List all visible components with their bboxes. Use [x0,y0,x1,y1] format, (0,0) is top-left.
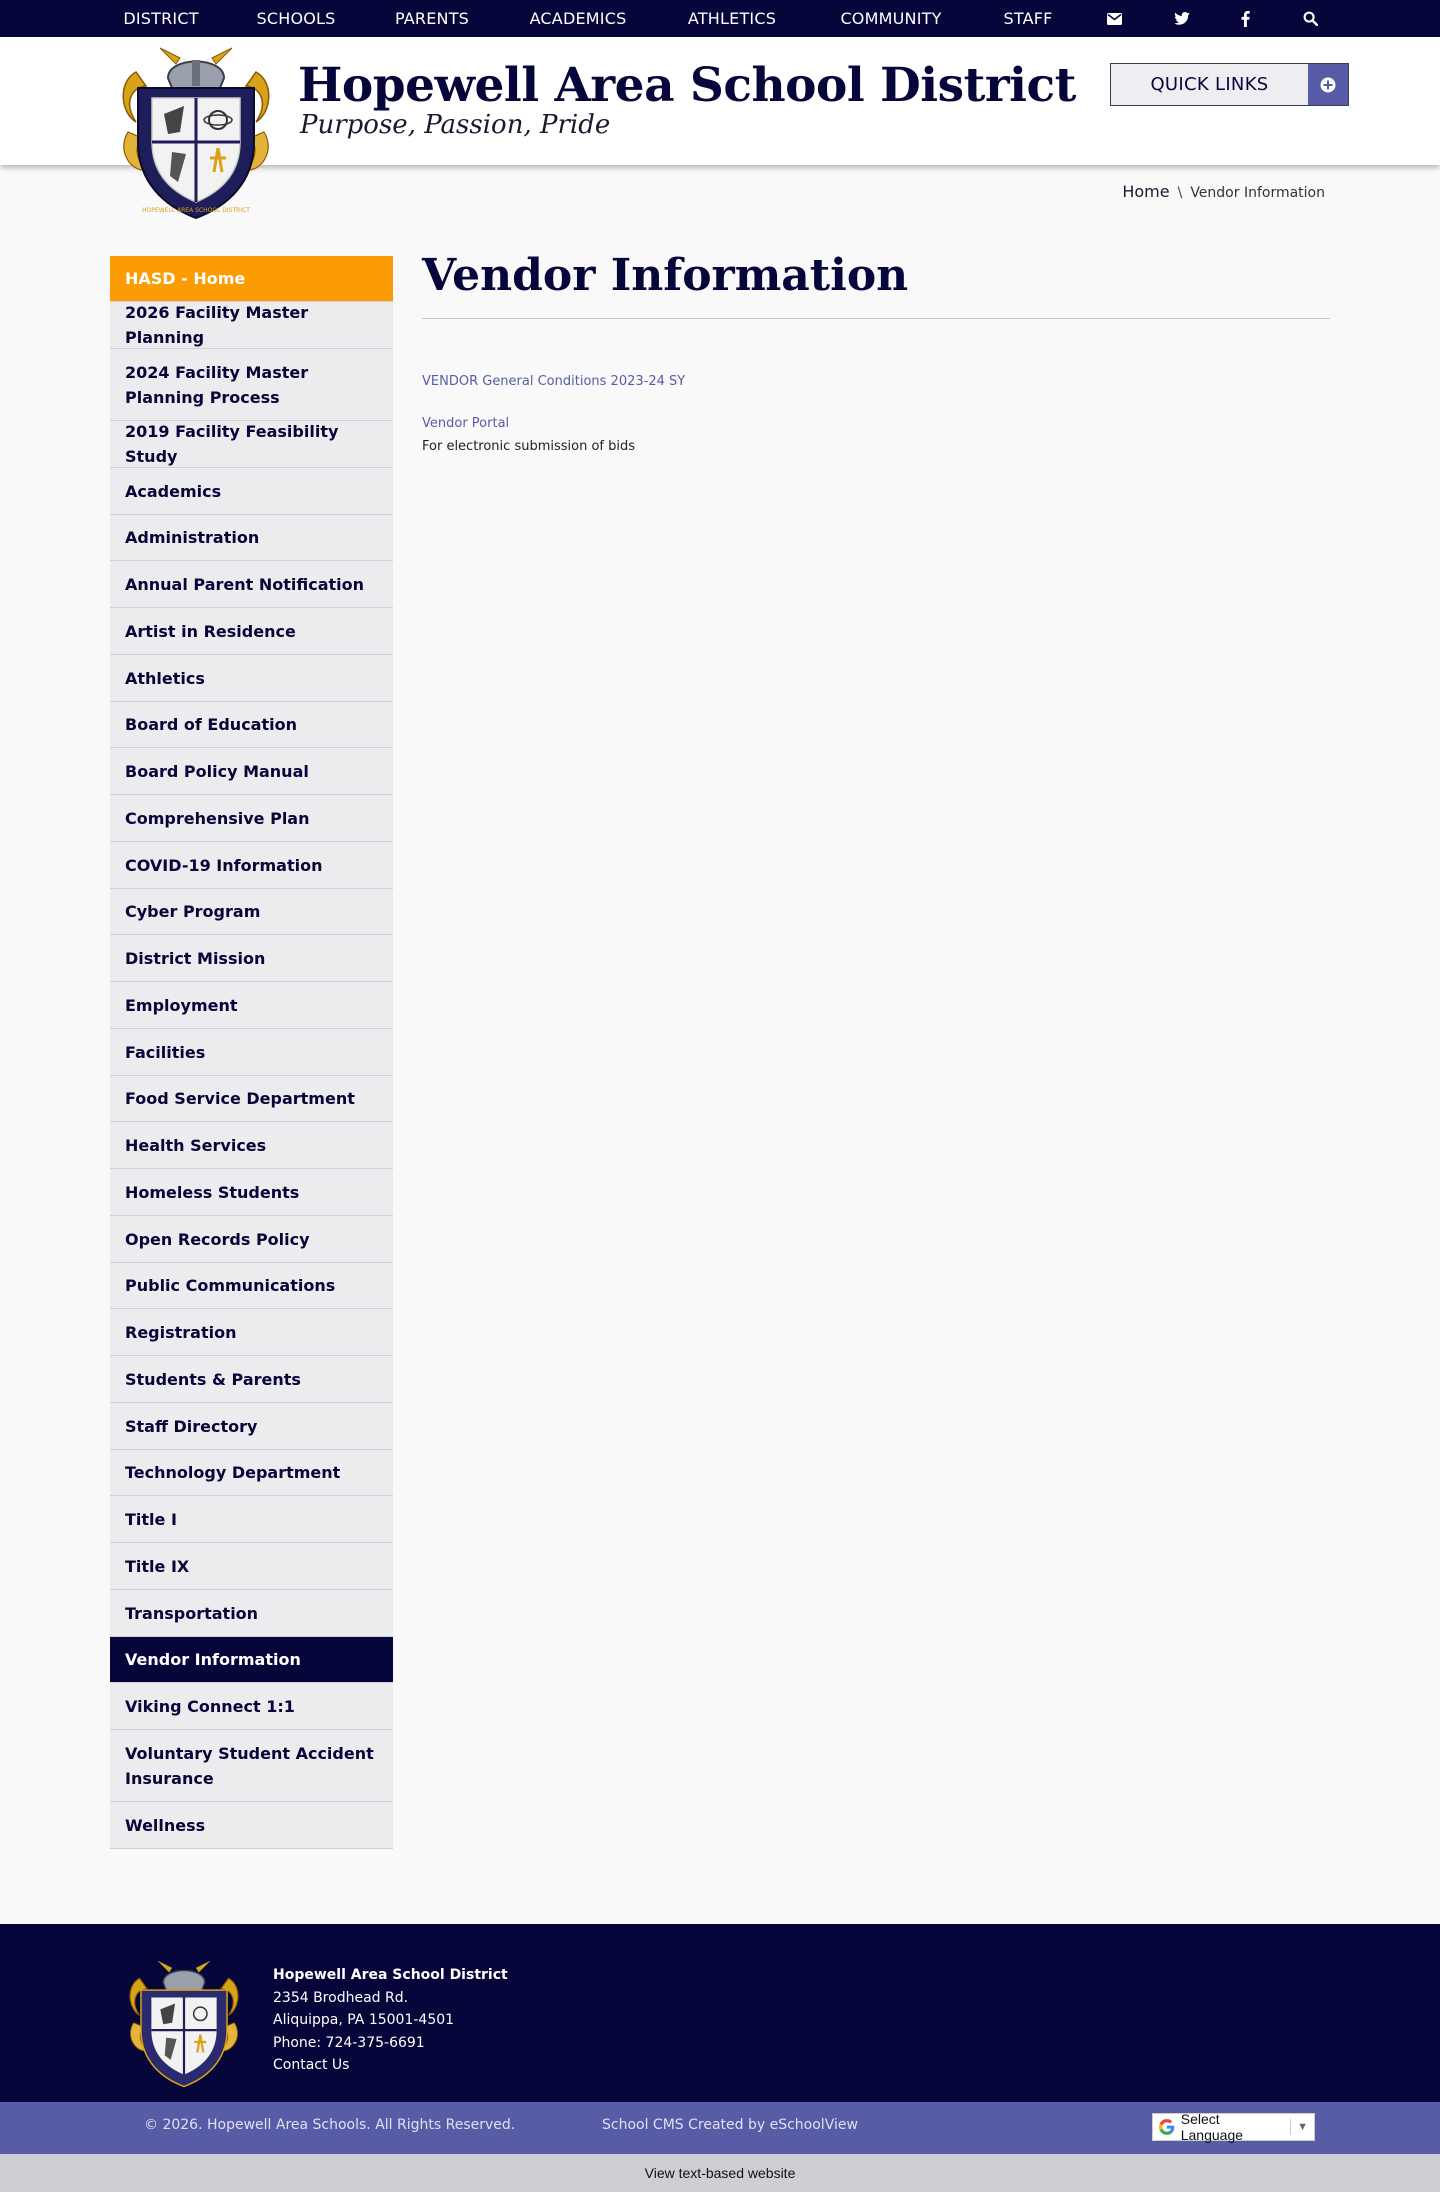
sidebar-item-athletics[interactable]: Athletics [110,655,393,702]
vendor-portal-link[interactable]: Vendor Portal [422,416,510,431]
sidebar-item-facilities[interactable]: Facilities [110,1029,393,1076]
footer-contact-info [273,1964,508,2077]
breadcrumb-home[interactable]: Home [1122,182,1170,201]
title-divider [422,318,1330,319]
sidebar-item-viking-connect[interactable]: Viking Connect 1:1 [110,1683,393,1730]
sidebar-item-title-i[interactable]: Title I [110,1496,393,1543]
view-text-based-website-link[interactable]: View text-based website [644,2165,796,2181]
district-crest-logo[interactable] [116,42,276,220]
sidebar-item-comprehensive-plan[interactable]: Comprehensive Plan [110,795,393,842]
copyright-text: © 2026. Hopewell Area Schools. All Rights Reserved. [144,2117,516,2133]
dropdown-arrow-icon: ▼ [1297,2121,1308,2133]
sidebar-item-technology-department[interactable]: Technology Department [110,1450,393,1496]
sidebar-item-title-ix[interactable]: Title IX [110,1543,393,1590]
envelope-icon[interactable] [1102,0,1126,37]
footer-phone: Phone: 724-375-6691 [273,2034,425,2051]
sidebar-item-students-and-parents[interactable]: Students & Parents [110,1356,393,1403]
sidebar-item-artist-in-residence[interactable]: Artist in Residence [110,608,393,655]
sidebar-item-board-policy-manual[interactable]: Board Policy Manual [110,748,393,795]
footer-district-name: Hopewell Area School District [273,1967,508,1983]
sidebar-item-transportation[interactable]: Transportation [110,1590,393,1637]
sidebar-item-2019-facility-feasibility-study[interactable]: 2019 Facility Feasibility Study [110,421,393,468]
text-based-site-bar [0,2154,1440,2192]
svg-text:HOPEWELL AREA SCHOOL DISTRICT: HOPEWELL AREA SCHOOL DISTRICT [142,207,250,214]
search-icon[interactable] [1298,0,1322,37]
quick-links-button[interactable] [1110,63,1349,106]
nav-academics[interactable]: ACADEMICS [529,9,627,28]
nav-parents[interactable]: PARENTS [394,9,470,28]
sidebar-item-staff-directory[interactable]: Staff Directory [110,1403,393,1450]
nav-athletics[interactable]: ATHLETICS [687,9,777,28]
page-title: Vendor Information [422,250,909,301]
sidebar-item-wellness[interactable]: Wellness [110,1802,393,1849]
sidebar-item-hasd-home[interactable]: HASD - Home [110,256,393,302]
vendor-portal-description: For electronic submission of bids [422,439,636,454]
footer-address-street: 2354 Brodhead Rd. [273,1989,409,2006]
language-select-label: Select Language [1180,2111,1244,2143]
language-select-divider [1290,2119,1291,2135]
sidebar-item-registration[interactable]: Registration [110,1309,393,1356]
sidebar-item-2026-facility-master-planning[interactable]: 2026 Facility Master Planning [110,302,393,349]
footer-address-city: Aliquippa, PA 15001-4501 [273,2012,455,2029]
sidebar-item-cyber-program[interactable]: Cyber Program [110,889,393,935]
quick-links-label: QUICK LINKS [1150,74,1269,95]
sidebar-item-homeless-students[interactable]: Homeless Students [110,1169,393,1216]
footer-crest-logo [122,1956,246,2088]
sidebar-navigation [110,256,393,1849]
sidebar-item-covid-19-information[interactable]: COVID-19 Information [110,842,393,889]
sidebar-item-annual-parent-notification[interactable]: Annual Parent Notification [110,561,393,608]
sidebar-item-public-communications[interactable]: Public Communications [110,1263,393,1309]
site-title[interactable]: Hopewell Area School District [298,58,1076,113]
breadcrumb-current: Vendor Information [1190,185,1325,201]
sidebar-item-academics[interactable]: Academics [110,468,393,515]
top-navigation [0,0,1440,37]
twitter-icon[interactable] [1170,0,1194,37]
sidebar-item-administration[interactable]: Administration [110,515,393,561]
google-g-icon [1159,2119,1175,2135]
sidebar-item-2024-facility-master-planning-process[interactable]: 2024 Facility Master Planning Process [110,349,393,421]
nav-staff[interactable]: STAFF [1003,9,1053,28]
facebook-icon[interactable] [1233,0,1257,37]
vendor-general-conditions-link[interactable]: VENDOR General Conditions 2023-24 SY [422,374,686,389]
sidebar-item-voluntary-student-accident-insurance[interactable]: Voluntary Student Accident Insurance [110,1730,393,1802]
breadcrumb [1122,182,1325,201]
cms-credit-link[interactable]: School CMS Created by eSchoolView [602,2117,858,2133]
sidebar-item-open-records-policy[interactable]: Open Records Policy [110,1216,393,1263]
nav-schools[interactable]: SCHOOLS [256,9,336,28]
sidebar-item-health-services[interactable]: Health Services [110,1122,393,1169]
plus-circle-icon [1308,64,1348,105]
sidebar-item-vendor-information[interactable]: Vendor Information [110,1637,393,1683]
nav-district[interactable]: DISTRICT [123,9,199,28]
breadcrumb-separator: \ [1177,185,1183,201]
sidebar-item-board-of-education[interactable]: Board of Education [110,702,393,748]
sidebar-item-food-service-department[interactable]: Food Service Department [110,1076,393,1122]
site-tagline: Purpose, Passion, Pride [300,110,611,140]
language-select[interactable] [1152,2113,1315,2141]
footer-contact-us-link[interactable]: Contact Us [273,2057,350,2074]
nav-community[interactable]: COMMUNITY [840,9,942,28]
sidebar-item-employment[interactable]: Employment [110,982,393,1029]
sidebar-item-district-mission[interactable]: District Mission [110,935,393,982]
